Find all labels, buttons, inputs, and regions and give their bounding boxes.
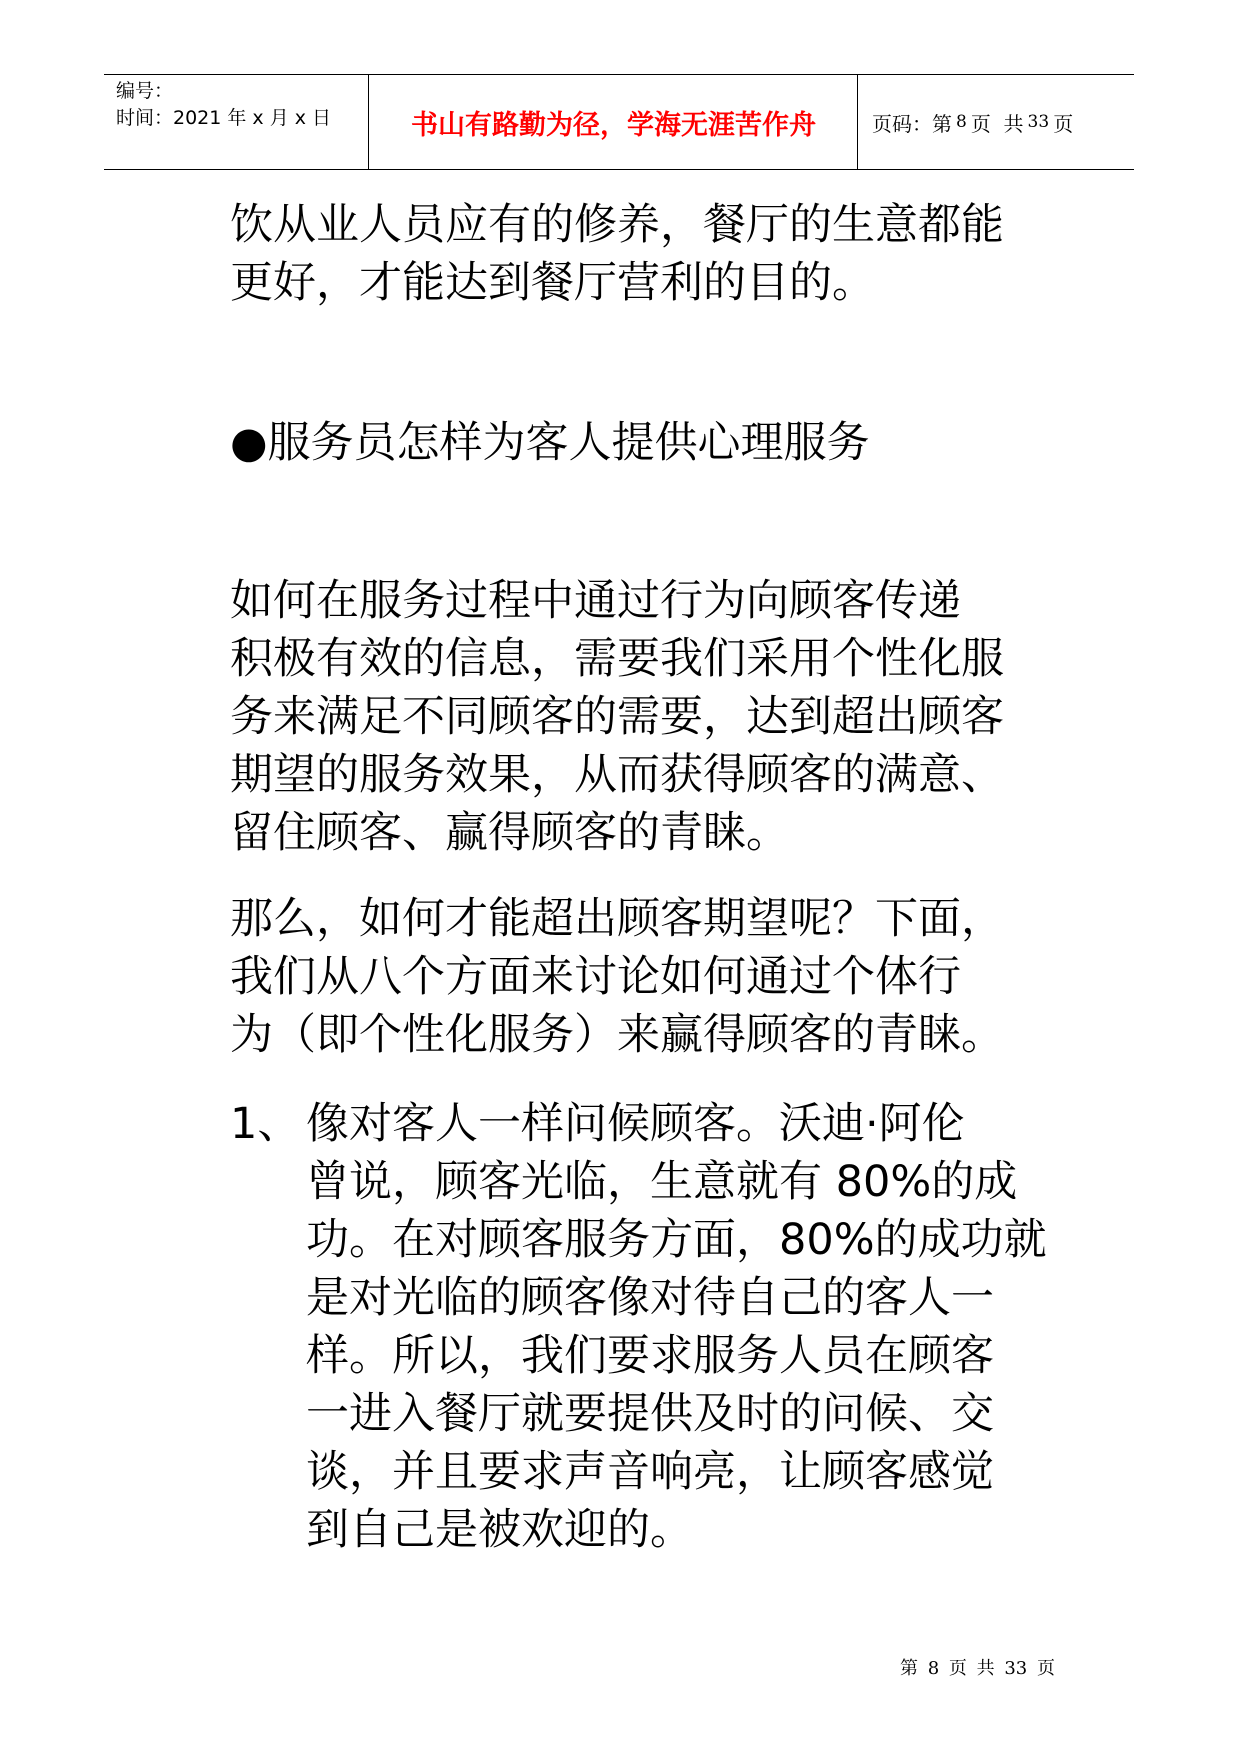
section-heading: [230, 414, 1090, 472]
page-total: 33: [1027, 112, 1050, 132]
text-line: 饮从业人员应有的修养，餐厅的生意都能: [230, 200, 1004, 250]
header-divider: [368, 75, 369, 169]
text-line: 我们从八个方面来讨论如何通过个体行: [230, 952, 961, 1002]
intro-paragraph: [230, 196, 1090, 312]
text-line: 期望的服务效果，从而获得顾客的满意、: [230, 750, 1004, 800]
paragraph-1: [230, 572, 1090, 862]
text-line: 是对光临的顾客像对待自己的客人一: [306, 1273, 994, 1323]
page-current: 8: [956, 112, 967, 132]
text-line: 那么，如何才能超出顾客期望呢？下面，: [230, 894, 1004, 944]
page-mid: 页 共: [970, 111, 1024, 136]
text-line: 谈，并且要求声音响亮，让顾客感觉: [306, 1447, 994, 1497]
text-line: 一进入餐厅就要提供及时的问候、交: [306, 1389, 994, 1439]
text-line: 到自己是被欢迎的。: [306, 1505, 693, 1555]
page-prefix: 页码：第: [872, 111, 952, 136]
text-line: 样。所以，我们要求服务人员在顾客: [306, 1331, 994, 1381]
text-line: 曾说，顾客光临，生意就有 80%的成: [306, 1157, 1018, 1207]
document-id-label: 编号：: [116, 80, 174, 102]
header-motto: 书山有路勤为径，学海无涯苦作舟: [411, 109, 816, 141]
section-heading-text: ●服务员怎样为客人提供心理服务: [230, 418, 870, 468]
text-line: 务来满足不同顾客的需要，达到超出顾客: [230, 692, 1004, 742]
text-line: 留住顾客、赢得顾客的青睐。: [230, 808, 789, 858]
page-footer: 第 8 页 共 33 页: [900, 1658, 1055, 1679]
text-line: 像对客人一样问候顾客。沃迪·阿伦: [306, 1099, 965, 1149]
page-suffix: 页: [1053, 111, 1074, 136]
text-line: 更好，才能达到餐厅营利的目的。: [230, 258, 875, 308]
document-time: 时间：2021 年 x 月 x 日: [116, 107, 332, 129]
list-item-marker: 1、: [230, 1099, 301, 1149]
text-line: 功。在对顾客服务方面，80%的成功就: [306, 1215, 1047, 1265]
document-meta: [116, 75, 366, 169]
page-header: [104, 74, 1134, 170]
list-item-body: [306, 1095, 1086, 1559]
text-line: 积极有效的信息，需要我们采用个性化服: [230, 634, 1004, 684]
header-divider: [857, 75, 858, 169]
text-line: 为（即个性化服务）来赢得顾客的青睐。: [230, 1010, 1004, 1060]
text-line: 如何在服务过程中通过行为向顾客传递: [230, 576, 961, 626]
header-page-number: [872, 75, 1132, 169]
paragraph-2: [230, 890, 1090, 1064]
